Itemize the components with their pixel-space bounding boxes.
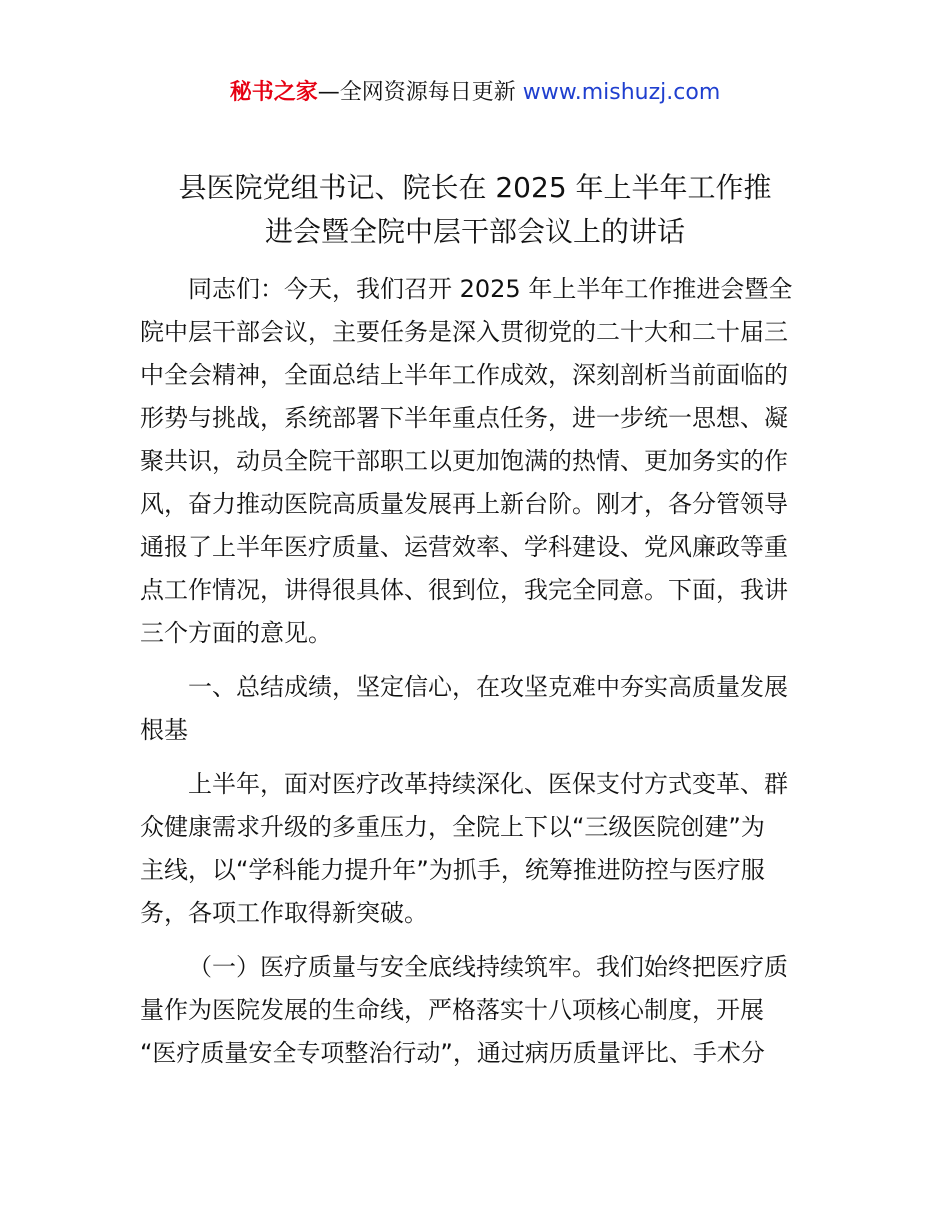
text-line: 同志们：今天，我们召开 2025 年上半年工作推进会暨全 (188, 275, 793, 303)
document-title (120, 166, 830, 254)
text-line: 风，奋力推动医院高质量发展再上新台阶。刚才，各分管领导 (140, 490, 788, 518)
text-line: 三个方面的意见。 (140, 619, 332, 647)
document-title-line: 进会暨全院中层干部会议上的讲话 (264, 215, 685, 248)
text-line: 通报了上半年医疗质量、运营效率、学科建设、党风廉政等重 (140, 533, 788, 561)
text-line: 院中层干部会议，主要任务是深入贯彻党的二十大和二十届三 (140, 318, 788, 346)
document-body (140, 268, 810, 1075)
site-header (0, 76, 950, 110)
text-line: 聚共识，动员全院干部职工以更加饱满的热情、更加务实的作 (140, 447, 788, 475)
text-line: “医疗质量安全专项整治行动”，通过病历质量评比、手术分 (140, 1039, 765, 1067)
paragraph-opening (140, 268, 810, 655)
text-line: 量作为医院发展的生命线，严格落实十八项核心制度，开展 (140, 996, 764, 1024)
text-line: 务，各项工作取得新突破。 (140, 899, 428, 927)
site-url-link[interactable]: www.mishuzj.com (522, 80, 721, 105)
paragraph-summary (140, 763, 810, 935)
text-line: 众健康需求升级的多重压力，全院上下以“三级医院创建”为 (140, 813, 765, 841)
document-title-line: 县医院党组书记、院长在 2025 年上半年工作推 (178, 171, 772, 204)
section-heading (140, 666, 810, 752)
text-line: （一）医疗质量与安全底线持续筑牢。我们始终把医疗质 (188, 953, 788, 981)
text-line: 根基 (140, 716, 188, 744)
text-line: 点工作情况，讲得很具体、很到位，我完全同意。下面，我讲 (140, 576, 788, 604)
site-brand: 秘书之家 (229, 80, 318, 105)
text-line: 形势与挑战，系统部署下半年重点任务，进一步统一思想、凝 (140, 404, 788, 432)
text-line: 上半年，面对医疗改革持续深化、医保支付方式变革、群 (188, 770, 788, 798)
paragraph-subsection (140, 946, 810, 1075)
site-slogan: —全网资源每日更新 (317, 80, 523, 105)
text-line: 一、总结成绩，坚定信心，在攻坚克难中夯实高质量发展 (188, 673, 788, 701)
text-line: 主线，以“学科能力提升年”为抓手，统筹推进防控与医疗服 (140, 856, 765, 884)
text-line: 中全会精神，全面总结上半年工作成效，深刻剖析当前面临的 (140, 361, 788, 389)
